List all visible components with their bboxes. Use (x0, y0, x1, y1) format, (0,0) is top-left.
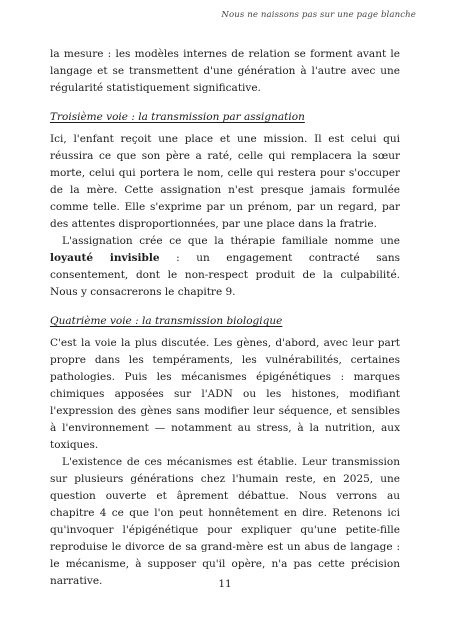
paragraph-continuation: la mesure : les modèles internes de relation se forment avant le langage et se transmettent d'une génération à l'autre avec une régularité statistiquement significative. (50, 48, 400, 94)
paragraph-epigenetics: L'existence de ces mécanismes est établie. Leur transmission sur plusieurs générations chez l'humain reste, en 2025, une question ouverte et âprement débattue. Nous verrons au chapitre 4 ce que l'on peut honnêtement en dire. Retenons ici qu'invoquer l'épigénétique pour expliquer qu'une petite-fille reproduise le divorce de sa grand-mère est un abus de langage : le mécanisme, à supposer qu'il opère, n'a pas cette précision narrative. (50, 456, 400, 587)
paragraph-loyalty-text-end: : un engagement contracté sans consentement, dont le non-respect produit de la culpabilité. Nous y consacrerons le chapitre 9. (50, 252, 401, 298)
spacer (50, 301, 400, 313)
bold-term-invisible-loyalty: loyauté invisible (50, 252, 160, 264)
section-heading-third-way: Troisième voie : la transmission par assignation (50, 111, 305, 123)
section-heading-fourth-way: Quatrième voie : la transmission biologique (50, 315, 283, 327)
paragraph-biological: C'est la voie la plus discutée. Les gènes, d'abord, avec leur part propre dans les tempéraments, les vulnérabilités, certaines pathologies. Puis les mécanismes épigénétiques : marques chimiques apposées sur l'ADN ou les histones, modifiant l'expression des gènes sans modifier leur séquence, et sensibles à l'environnement — notamment au stress, à la nutrition, aux toxiques. (50, 337, 400, 451)
spacer (50, 97, 400, 109)
paragraph-loyalty (50, 233, 400, 301)
paragraph-assignation: Ici, l'enfant reçoit une place et une mission. Il est celui qui réussira ce que son père a raté, celle qui remplacera la sœur morte, celui qui portera le nom, celle qui restera pour s'occuper de la mère. Cette assignation n'est presque jamais formulée comme telle. Elle s'exprime par un prénom, par un regard, par des attentes disproportionnées, par une place dans la fratrie. (50, 133, 400, 230)
page-body (50, 46, 400, 590)
paragraph-loyalty-text-start: L'assignation crée ce que la thérapie familiale nomme une (62, 235, 400, 247)
page-number: 11 (218, 578, 232, 590)
running-header: Nous ne naissons pas sur une page blanche (221, 10, 416, 20)
